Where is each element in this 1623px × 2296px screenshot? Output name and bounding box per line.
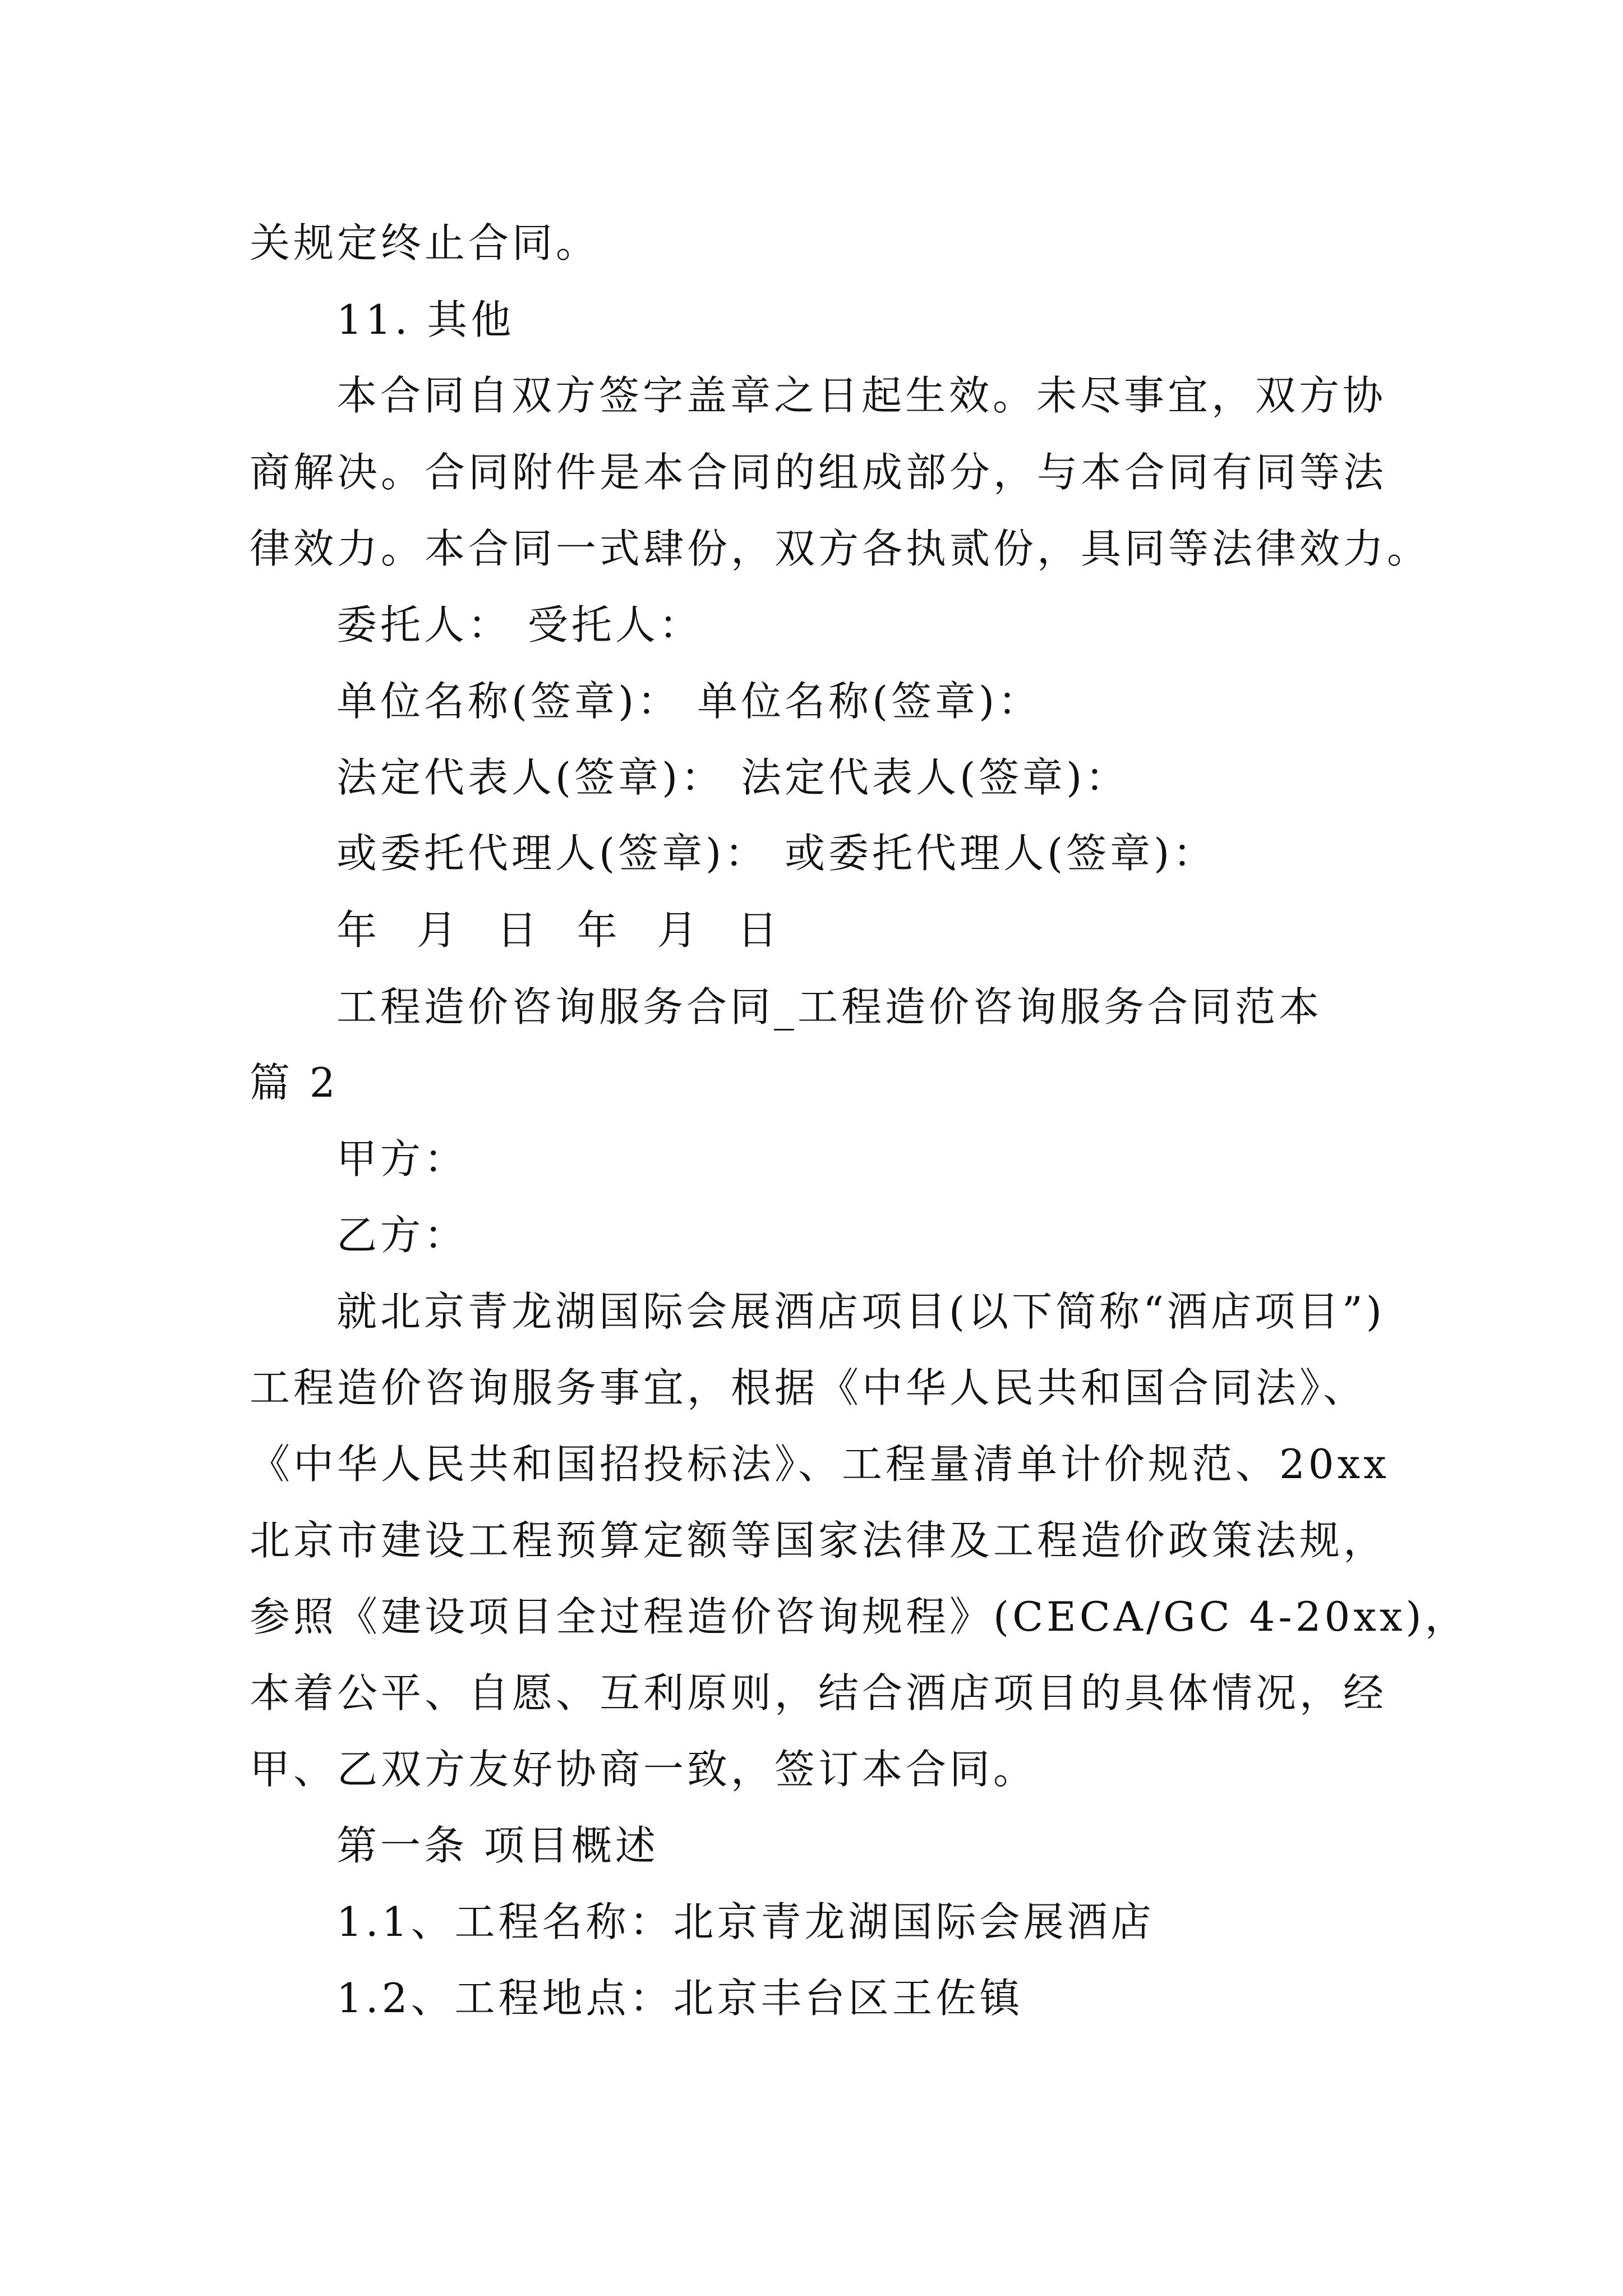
signature-label: 委托人： 受托人： bbox=[336, 601, 703, 648]
text-line: 1.2、工程地点：北京丰台区王佐镇 bbox=[336, 1975, 1023, 2022]
signature-label: 或委托代理人(签章)： 或委托代理人(签章)： bbox=[336, 830, 1217, 877]
signature-label: 单位名称(签章)： 单位名称(签章)： bbox=[336, 678, 1042, 725]
party-b-label: 乙方： bbox=[336, 1212, 468, 1259]
article-heading: 第一条 项目概述 bbox=[336, 1822, 659, 1869]
text-line: 本着公平、自愿、互利原则，结合酒店项目的具体情况，经 bbox=[250, 1669, 1387, 1717]
date-line: 年 月 日 年 月 日 bbox=[336, 907, 791, 954]
text-line: 商解决。合同附件是本合同的组成部分，与本合同有同等法 bbox=[250, 449, 1387, 496]
text-line: 律效力。本合同一式肆份，双方各执贰份，具同等法律效力。 bbox=[250, 525, 1431, 572]
text-line: 参照《建设项目全过程造价咨询规程》(CECA/GC 4-20xx)， bbox=[250, 1593, 1469, 1640]
signature-label: 法定代表人(签章)： 法定代表人(签章)： bbox=[336, 754, 1129, 801]
text-line: 1.1、工程名称：北京青龙湖国际会展酒店 bbox=[336, 1898, 1155, 1945]
text-line: 工程造价咨询服务事宜，根据《中华人民共和国合同法》、 bbox=[250, 1364, 1367, 1411]
text-line: 北京市建设工程预算定额等国家法律及工程造价政策法规， bbox=[250, 1517, 1387, 1564]
text-line: 《中华人民共和国招投标法》、工程量清单计价规范、20xx bbox=[250, 1441, 1390, 1488]
document-title: 工程造价咨询服务合同_工程造价咨询服务合同范本 bbox=[336, 983, 1323, 1030]
section-heading: 11. 其他 bbox=[336, 296, 515, 343]
document-title-cont: 篇 2 bbox=[250, 1059, 339, 1106]
text-line: 就北京青龙湖国际会展酒店项目(以下简称“酒店项目”) bbox=[336, 1288, 1385, 1335]
text-line: 关规定终止合同。 bbox=[250, 219, 600, 266]
party-a-label: 甲方： bbox=[336, 1135, 468, 1182]
text-line: 甲、乙双方友好协商一致，签订本合同。 bbox=[250, 1746, 1038, 1793]
text-line: 本合同自双方签字盖章之日起生效。未尽事宜，双方协 bbox=[336, 372, 1387, 419]
